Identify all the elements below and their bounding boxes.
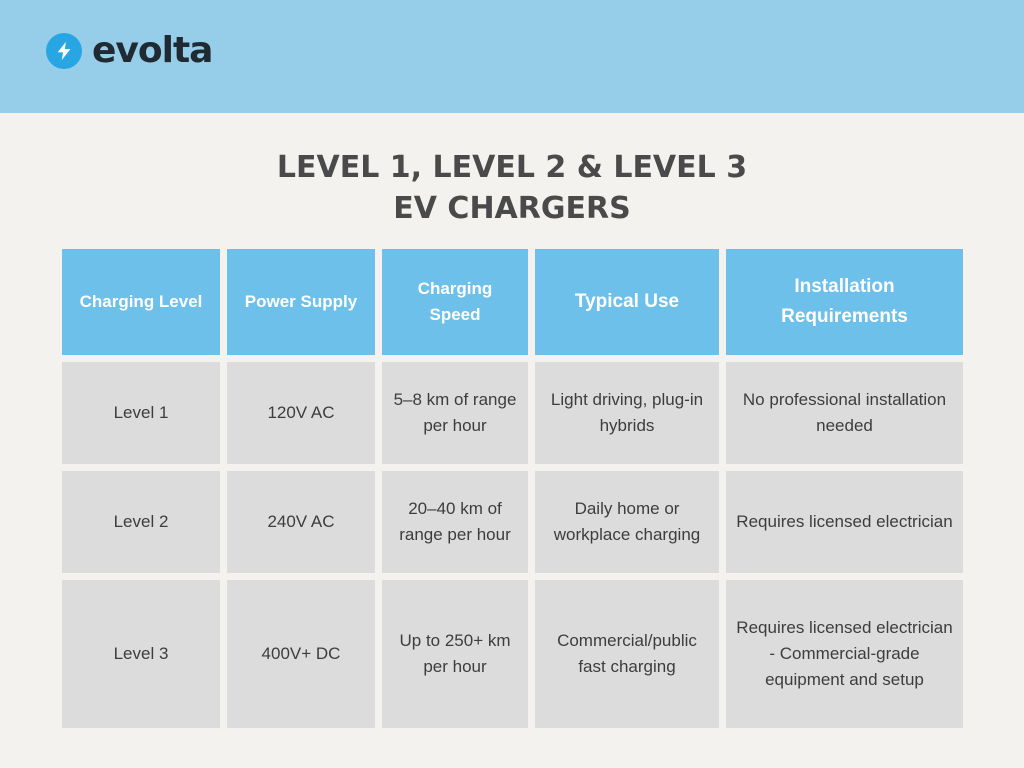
table-cell: Level 2 xyxy=(62,471,220,573)
table-cell: Requires licensed electrician xyxy=(726,471,963,573)
table-cell: Level 1 xyxy=(62,362,220,464)
table-cell: Commercial/public fast charging xyxy=(535,580,719,728)
brand-name: evolta xyxy=(92,30,213,71)
lightning-bolt-icon xyxy=(46,33,82,69)
table-cell: 400V+ DC xyxy=(227,580,375,728)
header-charging-level: Charging Level xyxy=(62,249,220,355)
table-cell: 20–40 km of range per hour xyxy=(382,471,528,573)
page-title-line-2: EV CHARGERS xyxy=(393,191,631,226)
table-cell: Requires licensed electrician - Commercial-grade equipment and setup xyxy=(726,580,963,728)
header-band xyxy=(0,0,1024,113)
header-charging-speed: Charging Speed xyxy=(382,249,528,355)
table-cell: 5–8 km of range per hour xyxy=(382,362,528,464)
table-cell: Up to 250+ km per hour xyxy=(382,580,528,728)
table-cell: 240V AC xyxy=(227,471,375,573)
table-cell: Light driving, plug-in hybrids xyxy=(535,362,719,464)
page-title-line-1: LEVEL 1, LEVEL 2 & LEVEL 3 xyxy=(276,150,748,185)
table-cell: No professional installation needed xyxy=(726,362,963,464)
table-cell: 120V AC xyxy=(227,362,375,464)
table-cell: Level 3 xyxy=(62,580,220,728)
header-power-supply: Power Supply xyxy=(227,249,375,355)
chargers-table xyxy=(62,249,963,728)
header-typical-use: Typical Use xyxy=(535,249,719,355)
brand-logo[interactable] xyxy=(46,31,212,71)
page-title xyxy=(0,147,1024,229)
header-installation-requirements: Installation Requirements xyxy=(726,249,963,355)
table-cell: Daily home or workplace charging xyxy=(535,471,719,573)
